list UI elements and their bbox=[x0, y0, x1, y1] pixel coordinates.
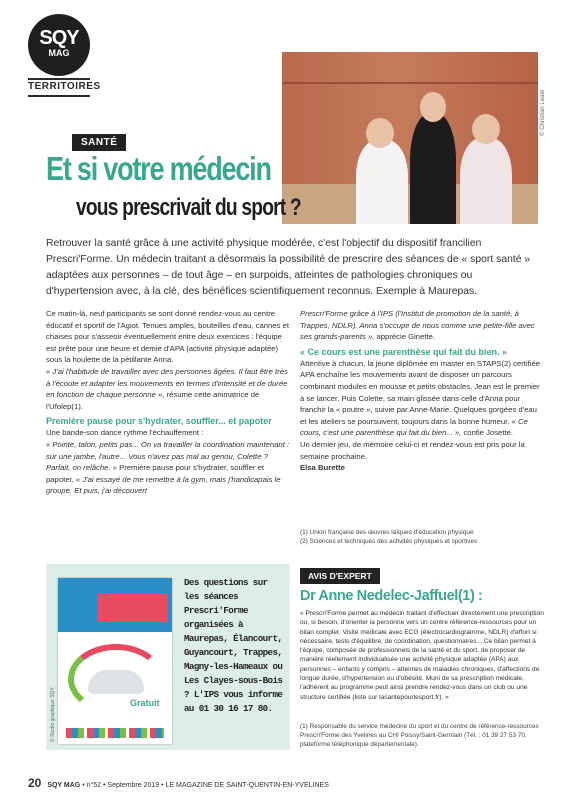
subheading: Première pause pour s'hydrater, souffler... et papoter bbox=[46, 416, 272, 427]
quote-attribution: apprécie Ginette. bbox=[374, 332, 436, 342]
paragraph-text: Attentive à chacun, la jeune diplômée en master en STAPS(2) certifiée APA enchaîne les mouvements avant de disposer un parcours combinant modules en mousse et petits obstacles. Jean est le premier à se lancer. Puis Colette, sa main glissée dans celle d'Anna pour franchir la « poutre », suivie par Anne-Marie. Quelques gorgées d'eau et les ateliers se poursuivent, toujours dans la bonne humeur. bbox=[300, 358, 541, 426]
logo-text: SQY bbox=[39, 27, 79, 49]
quote-attribution: résume cette animatrice de l'Ufolep(1). bbox=[46, 390, 260, 411]
quote: Prescri'Forme grâce à l'IPS (l'Institut de promotion de la santé, à Trappes, NDLR). Anna s'occupe de nous comme une petite-fille avec ses grands-parents », bbox=[300, 309, 535, 342]
headline-line-1: Et si votre médecin bbox=[46, 150, 271, 187]
headline-line-2: vous prescrivait du sport ? bbox=[76, 194, 301, 221]
paragraph bbox=[300, 308, 544, 343]
expert-quote: « Prescri'Forme permet au médecin traitant d'effectuer directement une prescription ou, si besoin, d'orienter la personne vers un centre référence-ressources pour un bilan complet. Visite médicale avec ECG (électrocardiogramme, NDLR) d'effort si nécessaire, tests d'équilibre, de coordination, questionnaires... Ce bilan permet à l'équipe, composée de professionnels de la santé et du sport, de proposer de manière réellement individualisée une activité physique adaptée (APA) aux personnes – enfants y compris – atteintes de maladies chroniques, d'affections de longue durée, d'hypertension ou d'obésité. Muni de sa prescription médicale, l'adhérent au programme peut ainsi prendre rendez-vous dans un club ou une structure certifiée (liste sur lasantepourlesport.fr). » bbox=[300, 610, 544, 701]
quote: « J'ai l'habitude de travailler avec des personnes âgées. Il faut être très à l'écoute et adapter les mouvements en termes d'intensité et de durée en fonction de chaque personne », bbox=[46, 366, 288, 400]
quote: « Ce cours, c'est une parenthèse qui fait du bien... », bbox=[300, 416, 528, 438]
magazine-logo bbox=[28, 14, 90, 76]
rubric-label: TERRITOIRES bbox=[28, 81, 101, 92]
paragraph bbox=[46, 439, 290, 497]
article-lead: Retrouver la santé grâce à une activité physique modérée, c'est l'objectif du dispositif francilien Prescri'Forme. Un médecin traitant a désormais la possibilité de prescrire des séances de « sport santé » adaptées aux personnes – de tout âge – en surpoids, atteintes de pathologies chroniques ou d'hypertension avec, à la clé, des bénéfices scientifiquement reconnus. Exemple à Maurepas. bbox=[46, 238, 531, 297]
paragraph: Une bande-son dance rythme l'échauffement : bbox=[46, 428, 204, 438]
leaflet-image bbox=[58, 578, 172, 744]
article-column-right bbox=[300, 308, 544, 474]
footnotes bbox=[300, 528, 544, 546]
page-number: 20 bbox=[28, 776, 42, 790]
paragraph bbox=[46, 366, 290, 412]
article-column-left bbox=[46, 308, 290, 497]
info-box-text: Des questions sur les séances Prescri'Forme organisées à Maurepas, Élancourt, Guyancourt, Trappes, Magny-les-Hameaux ou Les Clayes-sous-Bois ? L'IPS vous informe au 01 30 16 17 80. bbox=[184, 577, 283, 714]
footer-issue: • n°52 • Septembre 2019 • LE MAGAZINE DE SAINT-QUENTIN-EN-YVELINES bbox=[82, 782, 329, 789]
leaflet-free-label: Gratuit bbox=[130, 698, 160, 708]
logo-subtext: MAG bbox=[48, 48, 70, 58]
photo-credit: © Christian Leaté bbox=[540, 89, 546, 136]
quote-attribution: confie Josette. bbox=[461, 428, 514, 438]
footnote: (1) Union française des œuvres laïques d'éducation physique bbox=[300, 529, 474, 536]
expert-tag: AVIS D'EXPERT bbox=[300, 568, 380, 584]
article-photo bbox=[282, 52, 538, 224]
expert-name: Dr Anne Nedelec-Jaffuel(1) : bbox=[300, 588, 483, 604]
paragraph-text: Première pause pour s'hydrater, souffler et papoter. bbox=[46, 463, 264, 484]
footer-magazine: SQY MAG bbox=[47, 782, 81, 789]
rubric-divider-top bbox=[28, 78, 90, 80]
rubric-divider-bottom bbox=[28, 95, 90, 97]
expert-footnote: (1) Responsable du service médecine du sport et du centre de référence-ressources Prescri'Forme des Yvelines au CHI Poissy/Saint-Germain (Tél. : 01 39 27 53 70, plateforme téléphonique départementale). bbox=[300, 723, 539, 748]
author-signature: Elsa Burette bbox=[300, 463, 345, 473]
page-footer bbox=[28, 776, 329, 790]
paragraph: Ce matin-là, neuf participants se sont donné rendez-vous au centre éducatif et sportif de l'Agiot. Tenues amples, bouteilles d'eau, cannes et chaises pour s'asseoir éventuellement entre deux exercices : l'équipe est prête pour une heure et demie d'APA (activité physique adaptée) sous la houlette de la pétillante Anna. bbox=[46, 309, 289, 365]
leaflet-credit: © Studio graphique SQY bbox=[50, 687, 56, 742]
paragraph: Un dernier jeu, de mémoire celui-ci et rendez-vous est pris pour la semaine prochaine. bbox=[300, 439, 525, 461]
quote: « J'ai essayé de me remettre à la gym, mais j'handicapais le groupe. Et puis, j'ai découvert bbox=[46, 474, 281, 496]
section-tag: SANTÉ bbox=[72, 134, 126, 151]
subheading: « Ce cours est une parenthèse qui fait du bien. » bbox=[300, 346, 508, 357]
quote: « Pointe, talon, petits pas... On va travailler la coordination maintenant : sur une jambe, l'autre... Vous n'avez pas mal au genou, Colette ? Parfait, on relâche. » bbox=[46, 439, 290, 473]
paragraph bbox=[300, 358, 544, 439]
footnote: (2) Sciences et techniques des activités physiques et sportives bbox=[300, 538, 478, 545]
